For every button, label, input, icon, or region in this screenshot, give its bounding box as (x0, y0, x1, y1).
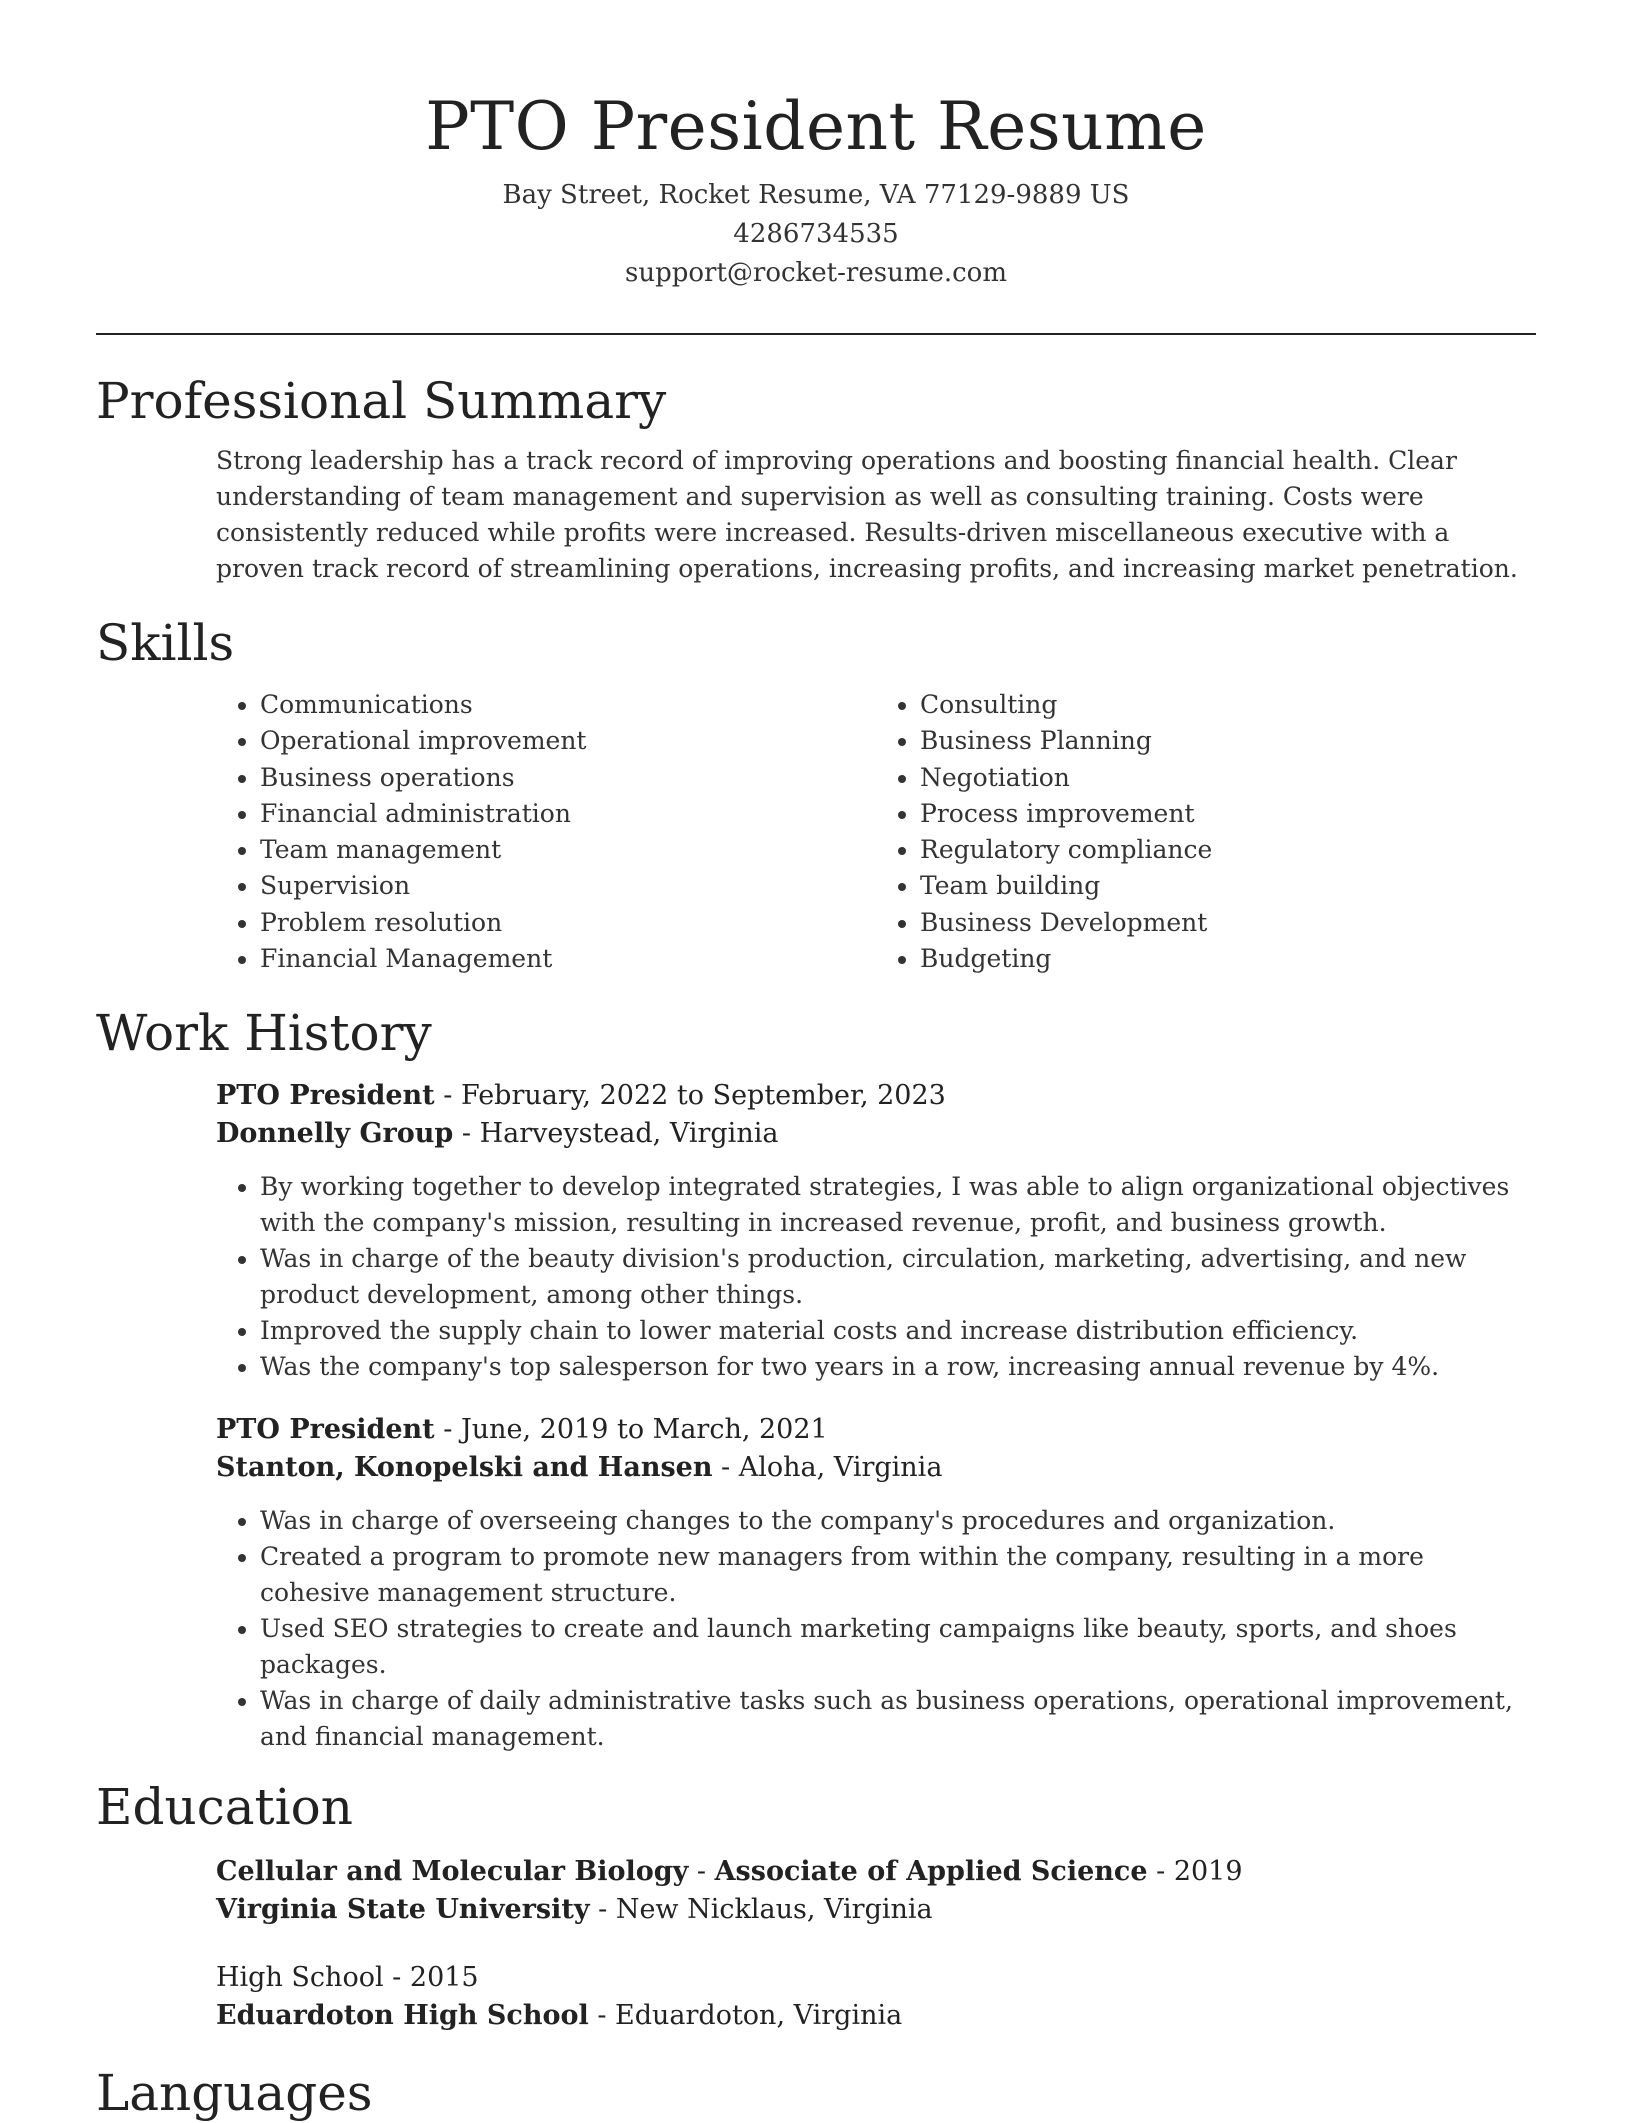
separator: - (712, 1452, 739, 1484)
education-school-line (216, 1997, 1536, 2035)
separator: - (434, 1080, 461, 1112)
education-field: High School (216, 1962, 384, 1994)
education-degree-line (216, 1853, 1536, 1891)
job-entry (216, 1077, 1536, 1385)
work-history-heading: Work History (96, 1004, 432, 1063)
work-history-section (96, 1003, 1536, 1755)
languages-heading: Languages (96, 2064, 373, 2123)
skill-item: • Budgeting (920, 941, 1536, 977)
skill-item: • Team building (920, 868, 1536, 904)
education-heading: Education (96, 1778, 353, 1837)
resume-title: PTO President Resume (425, 88, 1207, 165)
job-bullets (216, 1503, 1536, 1755)
job-title-line (216, 1077, 1536, 1115)
education-location: New Nicklaus, Virginia (615, 1894, 933, 1926)
skills-heading: Skills (96, 614, 235, 672)
job-dates: June, 2019 to March, 2021 (460, 1414, 828, 1446)
skill-item: • Business operations (260, 760, 876, 796)
skills-section (96, 613, 1536, 977)
job-entry (216, 1411, 1536, 1755)
job-bullets (216, 1169, 1536, 1385)
job-role: PTO President (216, 1414, 435, 1446)
resume-page (96, 0, 1536, 2123)
contact-email: support@rocket-resume.com (624, 258, 1007, 288)
skill-item: • Consulting (920, 687, 1536, 723)
summary-heading: Professional Summary (96, 372, 667, 430)
separator: - (588, 2000, 616, 2032)
skill-item: • Problem resolution (260, 905, 876, 941)
job-company-line (216, 1449, 1536, 1487)
education-location: Eduardoton, Virginia (615, 2000, 903, 2032)
separator: - (1147, 1856, 1174, 1888)
job-bullet: • By working together to develop integrated strategies, I was able to align organizational objectives with the company's mission, resulting in increased revenue, profit, and business growth. (260, 1169, 1536, 1241)
job-bullet: • Created a program to promote new managers from within the company, resulting in a more cohesive management structure. (260, 1539, 1536, 1611)
separator: - (383, 1962, 410, 1994)
skill-item: • Negotiation (920, 760, 1536, 796)
job-dates: February, 2022 to September, 2023 (460, 1080, 946, 1112)
contact-phone: 4286734535 (733, 219, 899, 249)
job-location: Harveystead, Virginia (479, 1118, 779, 1150)
contact-block (96, 176, 1536, 293)
skill-item: • Process improvement (920, 796, 1536, 832)
skill-item: • Business Development (920, 905, 1536, 941)
contact-address: Bay Street, Rocket Resume, VA 77129-9889 US (502, 180, 1130, 210)
education-degree: Associate of Applied Science (714, 1856, 1148, 1888)
skills-grid (216, 687, 1536, 977)
skill-item: • Operational improvement (260, 723, 876, 759)
skill-item: • Business Planning (920, 723, 1536, 759)
education-school: Eduardoton High School (216, 2000, 589, 2032)
resume-header (96, 0, 1536, 293)
job-company-line (216, 1115, 1536, 1153)
separator: - (434, 1414, 461, 1446)
separator: - (688, 1856, 715, 1888)
education-section (96, 1777, 1536, 2035)
job-bullet: • Was the company's top salesperson for two years in a row, increasing annual revenue by 4%. (260, 1349, 1536, 1385)
education-entry (216, 1959, 1536, 2035)
skill-item: • Financial administration (260, 796, 876, 832)
job-company: Donnelly Group (216, 1118, 454, 1150)
job-bullet: • Improved the supply chain to lower material costs and increase distribution efficiency. (260, 1313, 1536, 1349)
education-school-line (216, 1891, 1536, 1929)
job-bullet: • Used SEO strategies to create and launch marketing campaigns like beauty, sports, and shoes packages. (260, 1611, 1536, 1683)
skill-item: • Communications (260, 687, 876, 723)
skill-item: • Financial Management (260, 941, 876, 977)
skills-column-right (876, 687, 1536, 977)
header-divider (96, 333, 1536, 335)
education-entry (216, 1853, 1536, 1929)
separator: - (589, 1894, 616, 1926)
separator: - (453, 1118, 480, 1150)
summary-section (96, 371, 1536, 587)
languages-section (96, 2063, 1536, 2123)
education-field: Cellular and Molecular Biology (216, 1856, 689, 1888)
job-title-line (216, 1411, 1536, 1449)
skills-column-left (216, 687, 876, 977)
education-year: 2019 (1173, 1856, 1243, 1888)
education-degree-line (216, 1959, 1536, 1997)
skill-item: • Supervision (260, 868, 876, 904)
job-bullet: • Was in charge of overseeing changes to the company's procedures and organization. (260, 1503, 1536, 1539)
job-bullet: • Was in charge of the beauty division's production, circulation, marketing, advertising, and new product development, among other things. (260, 1241, 1536, 1313)
education-year: 2015 (409, 1962, 479, 1994)
job-location: Aloha, Virginia (738, 1452, 943, 1484)
job-role: PTO President (216, 1080, 435, 1112)
education-school: Virginia State University (216, 1894, 590, 1926)
job-bullet: • Was in charge of daily administrative tasks such as business operations, operational improvement, and financial management. (260, 1683, 1536, 1755)
skill-item: • Regulatory compliance (920, 832, 1536, 868)
job-company: Stanton, Konopelski and Hansen (216, 1452, 713, 1484)
summary-text: Strong leadership has a track record of improving operations and boosting financial health. Clear understanding of team management and supervision as well as consulting training. Costs were consistently reduced while profits were increased. Results-driven miscellaneous executive with a proven track record of streamlining operations, increasing profits, and increasing market penetration. (216, 446, 1518, 583)
skill-item: • Team management (260, 832, 876, 868)
